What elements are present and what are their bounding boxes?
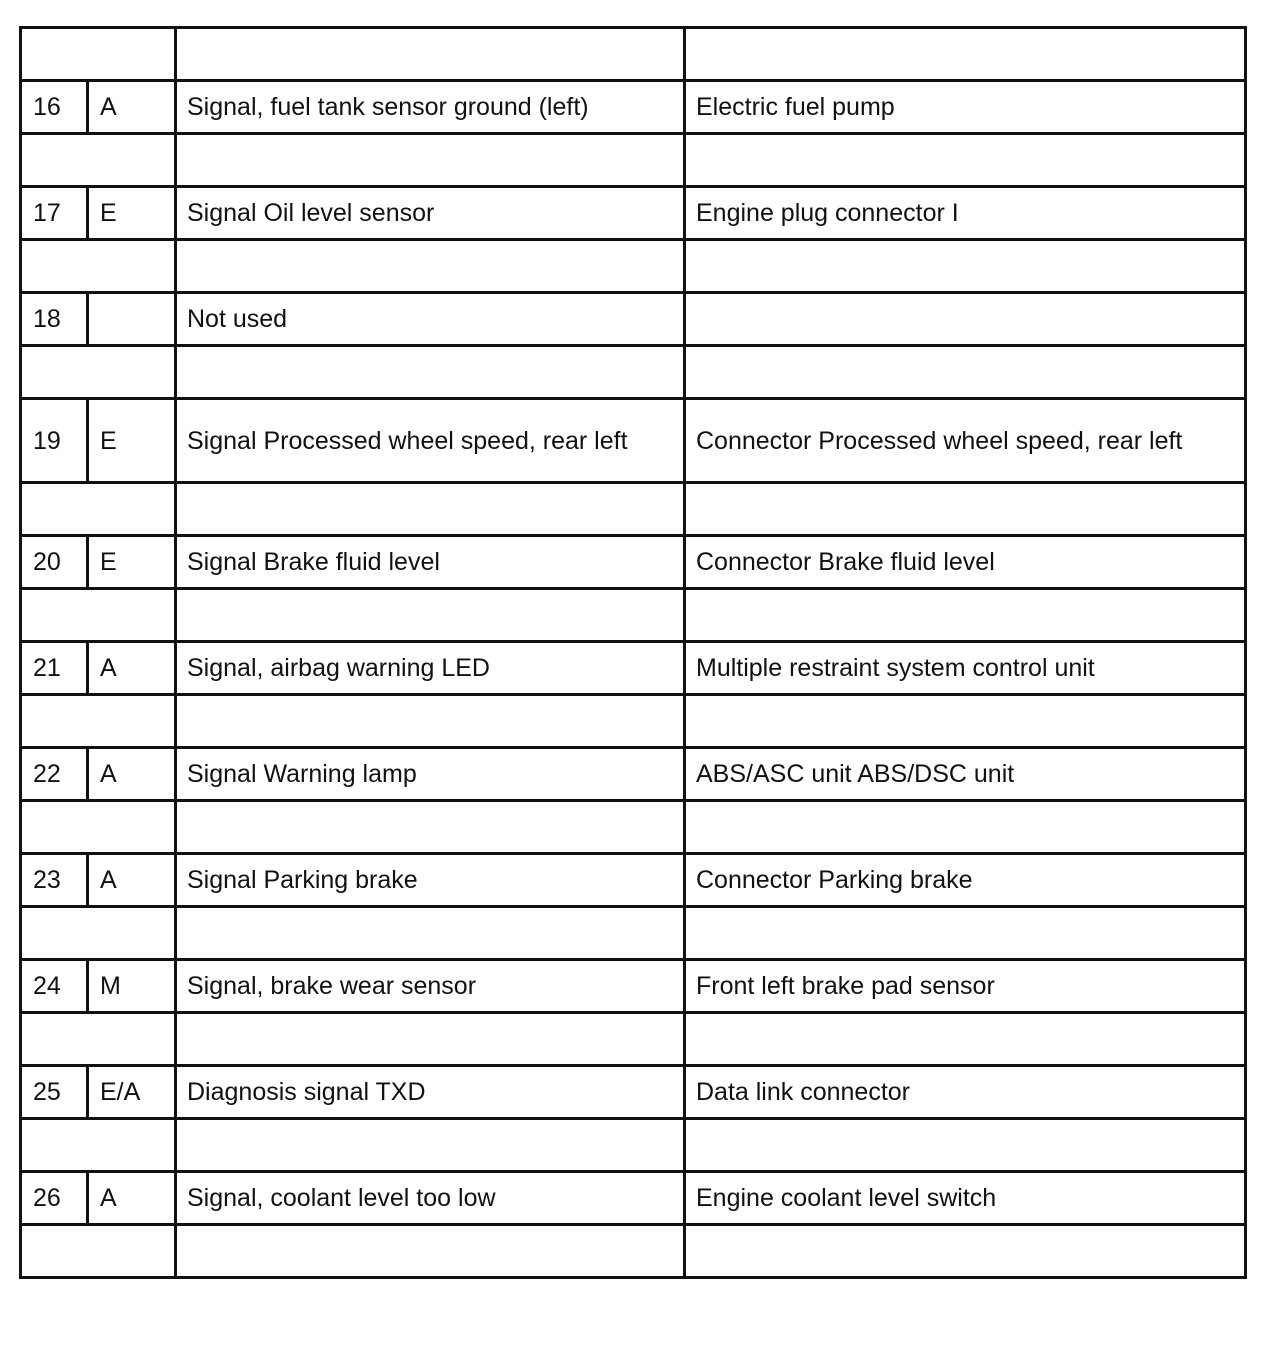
signal-description: Signal, airbag warning LED [176, 642, 685, 695]
spacer-row [21, 589, 1246, 642]
component-name: Multiple restraint system control unit [685, 642, 1246, 695]
signal-description: Signal, coolant level too low [176, 1172, 685, 1225]
signal-description: Signal Parking brake [176, 854, 685, 907]
component-name: Connector Brake fluid level [685, 536, 1246, 589]
io-type: A [88, 854, 176, 907]
spacer-row [21, 695, 1246, 748]
component-name: ABS/ASC unit ABS/DSC unit [685, 748, 1246, 801]
pin-number: 26 [21, 1172, 88, 1225]
component-name: Engine coolant level switch [685, 1172, 1246, 1225]
spacer-row [21, 801, 1246, 854]
spacer-row [21, 1225, 1246, 1278]
io-type: E [88, 536, 176, 589]
header-row [21, 28, 1246, 81]
spacer-row [21, 483, 1246, 536]
component-name [685, 293, 1246, 346]
spacer-row [21, 1013, 1246, 1066]
signal-description: Signal Processed wheel speed, rear left [176, 399, 685, 483]
io-type: A [88, 642, 176, 695]
pin-number: 18 [21, 293, 88, 346]
io-type: E [88, 187, 176, 240]
table-row [21, 1066, 1246, 1119]
io-type: E [88, 399, 176, 483]
component-name: Connector Processed wheel speed, rear left [685, 399, 1246, 483]
io-type: M [88, 960, 176, 1013]
signal-description: Signal, brake wear sensor [176, 960, 685, 1013]
pin-number: 17 [21, 187, 88, 240]
signal-description: Signal Warning lamp [176, 748, 685, 801]
io-type: A [88, 1172, 176, 1225]
component-name: Electric fuel pump [685, 81, 1246, 134]
io-type: A [88, 81, 176, 134]
signal-description: Signal Brake fluid level [176, 536, 685, 589]
signal-description: Signal Oil level sensor [176, 187, 685, 240]
pin-assignment-table [19, 26, 1247, 1279]
pin-number: 22 [21, 748, 88, 801]
table-row [21, 1172, 1246, 1225]
table-row [21, 293, 1246, 346]
spacer-row [21, 907, 1246, 960]
spacer-row [21, 1119, 1246, 1172]
table-row [21, 187, 1246, 240]
pin-number: 16 [21, 81, 88, 134]
header-component-cell [685, 28, 1246, 81]
table-row [21, 642, 1246, 695]
component-name: Connector Parking brake [685, 854, 1246, 907]
pin-number: 25 [21, 1066, 88, 1119]
pin-number: 19 [21, 399, 88, 483]
table-row [21, 748, 1246, 801]
spacer-row [21, 134, 1246, 187]
signal-description: Not used [176, 293, 685, 346]
spacer-row [21, 240, 1246, 293]
table-row [21, 81, 1246, 134]
table-row [21, 960, 1246, 1013]
pin-number: 21 [21, 642, 88, 695]
pin-number: 24 [21, 960, 88, 1013]
io-type: A [88, 748, 176, 801]
io-type [88, 293, 176, 346]
component-name: Data link connector [685, 1066, 1246, 1119]
component-name: Front left brake pad sensor [685, 960, 1246, 1013]
pin-number: 23 [21, 854, 88, 907]
spacer-row [21, 346, 1246, 399]
header-pin-cell [21, 28, 176, 81]
pin-number: 20 [21, 536, 88, 589]
table-row [21, 536, 1246, 589]
component-name: Engine plug connector I [685, 187, 1246, 240]
table-row [21, 854, 1246, 907]
signal-description: Diagnosis signal TXD [176, 1066, 685, 1119]
table-row [21, 399, 1246, 483]
header-signal-cell [176, 28, 685, 81]
signal-description: Signal, fuel tank sensor ground (left) [176, 81, 685, 134]
io-type: E/A [88, 1066, 176, 1119]
